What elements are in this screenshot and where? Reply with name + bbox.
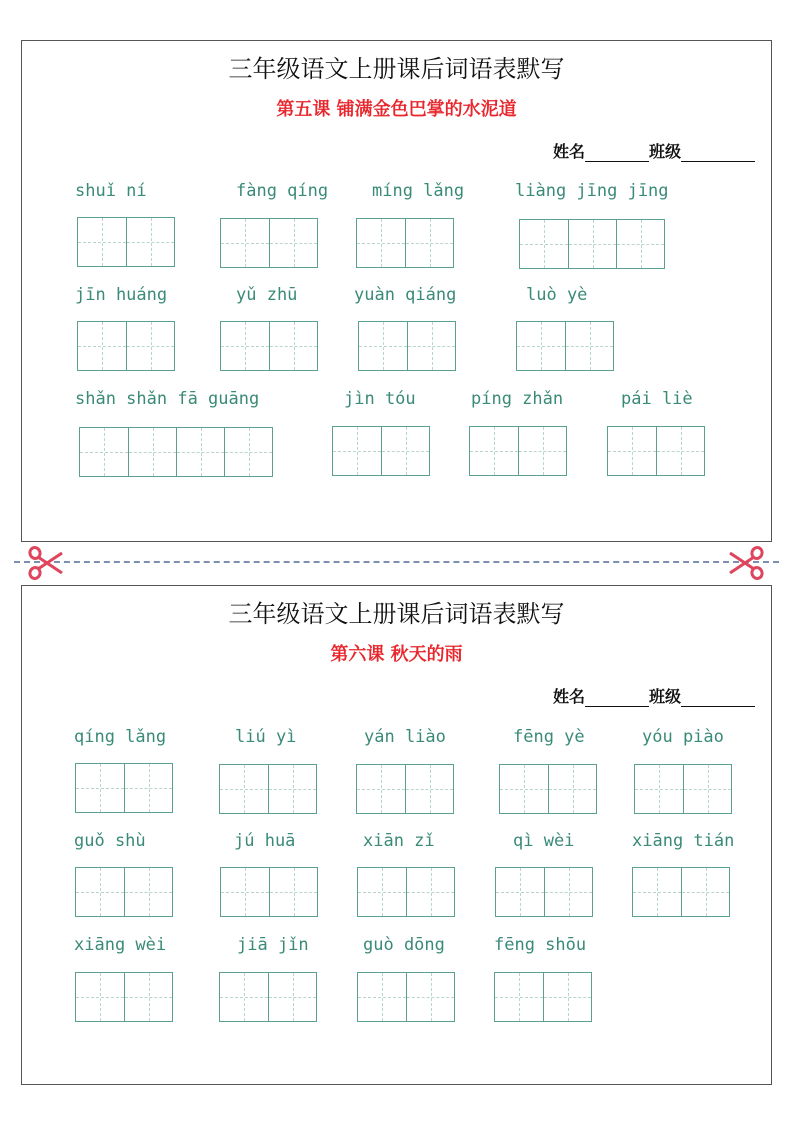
scissors-icon: [726, 546, 766, 580]
name-label: 姓名: [552, 687, 585, 706]
writing-grid[interactable]: [358, 321, 456, 371]
class-label: 班级: [648, 687, 681, 706]
writing-grid[interactable]: [219, 972, 317, 1022]
writing-grid[interactable]: [220, 867, 318, 917]
writing-grid[interactable]: [357, 867, 455, 917]
writing-grid[interactable]: [495, 867, 593, 917]
writing-grid[interactable]: [519, 219, 665, 269]
class-field[interactable]: [681, 145, 755, 162]
class-label: 班级: [648, 142, 681, 161]
pinyin-label: jiā jǐn: [237, 935, 309, 955]
pinyin-label: míng lǎng: [372, 181, 465, 201]
pinyin-label: xiāng tián: [632, 831, 735, 851]
pinyin-label: píng zhǎn: [471, 389, 564, 409]
pinyin-label: jú huā: [234, 831, 296, 851]
writing-grid[interactable]: [220, 321, 318, 371]
writing-grid[interactable]: [607, 426, 705, 476]
writing-grid[interactable]: [219, 764, 317, 814]
writing-grid[interactable]: [75, 867, 173, 917]
worksheet-lesson-5: [21, 40, 772, 542]
name-class-bar: [553, 139, 755, 162]
writing-grid[interactable]: [357, 972, 455, 1022]
pinyin-label: guǒ shù: [74, 831, 146, 851]
worksheet-title: 三年级语文上册课后词语表默写: [228, 600, 565, 628]
writing-grid[interactable]: [469, 426, 567, 476]
pinyin-label: fēng shōu: [494, 935, 587, 955]
lesson-title: 第六课 秋天的雨: [330, 644, 463, 665]
class-field[interactable]: [681, 690, 755, 707]
pinyin-label: yán liào: [364, 727, 446, 747]
pinyin-label: xiān zǐ: [363, 831, 435, 851]
writing-grid[interactable]: [220, 218, 318, 268]
pinyin-label: shǎn shǎn fā guāng: [75, 389, 260, 409]
pinyin-label: liú yì: [235, 727, 297, 747]
writing-grid[interactable]: [75, 763, 173, 813]
writing-grid[interactable]: [332, 426, 430, 476]
writing-grid[interactable]: [632, 867, 730, 917]
pinyin-label: jìn tóu: [344, 389, 416, 409]
writing-grid[interactable]: [77, 217, 175, 267]
pinyin-label: yǔ zhū: [236, 285, 298, 305]
worksheet-lesson-6: [21, 585, 772, 1085]
writing-grid[interactable]: [634, 764, 732, 814]
pinyin-label: yuàn qiáng: [354, 285, 457, 305]
pinyin-label: pái liè: [621, 389, 693, 409]
pinyin-label: jīn huáng: [75, 285, 168, 305]
scissors-icon: [26, 546, 66, 580]
writing-grid[interactable]: [494, 972, 592, 1022]
pinyin-label: liàng jīng jīng: [515, 181, 669, 201]
pinyin-label: guò dōng: [363, 935, 445, 955]
writing-grid[interactable]: [75, 972, 173, 1022]
writing-grid[interactable]: [499, 764, 597, 814]
name-field[interactable]: [585, 145, 649, 162]
writing-grid[interactable]: [356, 218, 454, 268]
name-class-bar: [553, 684, 755, 707]
cut-line: [14, 561, 779, 563]
pinyin-label: qíng lǎng: [74, 727, 167, 747]
writing-grid[interactable]: [516, 321, 614, 371]
pinyin-label: yóu piào: [642, 727, 724, 747]
name-label: 姓名: [552, 142, 585, 161]
pinyin-label: shuǐ ní: [75, 181, 147, 201]
writing-grid[interactable]: [79, 427, 273, 477]
pinyin-label: fēng yè: [513, 727, 585, 747]
pinyin-label: luò yè: [526, 285, 588, 305]
name-field[interactable]: [585, 690, 649, 707]
worksheet-title: 三年级语文上册课后词语表默写: [228, 55, 565, 83]
lesson-title: 第五课 铺满金色巴掌的水泥道: [276, 99, 517, 120]
writing-grid[interactable]: [77, 321, 175, 371]
pinyin-label: xiāng wèi: [74, 935, 167, 955]
pinyin-label: qì wèi: [513, 831, 575, 851]
writing-grid[interactable]: [356, 764, 454, 814]
pinyin-label: fàng qíng: [236, 181, 329, 201]
